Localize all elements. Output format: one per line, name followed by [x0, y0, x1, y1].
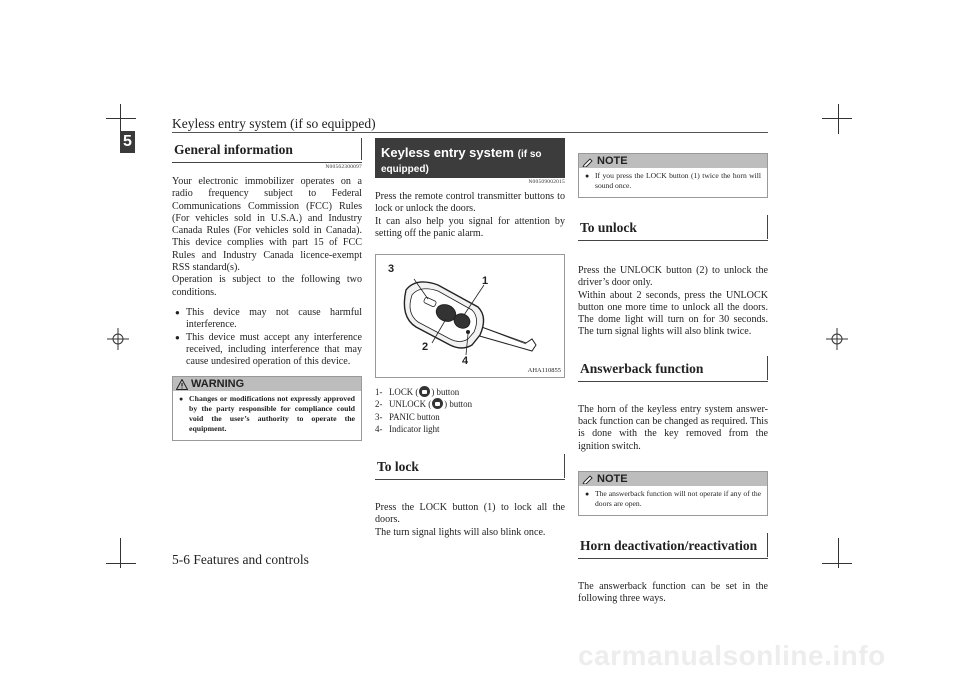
paragraph-answerback: The horn of the keyless entry system answer-back function can be changed as required. This is done with the key removed from the ignition switch.: [578, 403, 768, 452]
section-title-to-unlock: To unlock: [578, 216, 768, 241]
paragraph-to-lock: Press the LOCK button (1) to lock all the doors.: [375, 502, 565, 526]
note-header: [579, 472, 767, 486]
column-3: [578, 153, 768, 606]
legend-number: 4-: [375, 423, 383, 434]
legend-item: [375, 423, 565, 435]
figure-legend: [375, 386, 565, 435]
section-code: N00562300097: [325, 164, 362, 170]
warning-triangle-icon: [176, 379, 188, 390]
registration-mark-right-icon: [826, 328, 848, 350]
section-title-keyless-entry: [375, 138, 565, 178]
warning-label: WARNING: [191, 378, 245, 391]
note-body: [579, 168, 767, 197]
note-text: ● The answerback function will not operate if any of the doors are open.: [585, 489, 761, 509]
title-bracket: [361, 138, 362, 160]
note-label: NOTE: [597, 472, 628, 485]
list-item: ● This device may not cause harmful interference.: [172, 307, 362, 332]
crop-mark-top-left-h: [106, 118, 136, 119]
section-title-text: General information: [174, 142, 293, 157]
column-2: [375, 138, 565, 539]
page-footer: 5-6 Features and controls: [172, 552, 309, 567]
note-pencil-icon: [582, 156, 594, 167]
warning-box: [172, 376, 362, 441]
note-text: ● If you press the LOCK button (1) twice the horn will sound once.: [585, 171, 761, 191]
paragraph-horn: The answerback function can be set in the following three ways.: [578, 580, 768, 605]
crop-mark-top-right-v: [838, 104, 839, 134]
legend-text: LOCK (: [389, 387, 419, 398]
section-title-horn-deactivation: Horn deactivation/reactivation: [578, 534, 768, 559]
section-title-to-lock: To lock: [375, 455, 565, 480]
callout-1: 1: [482, 275, 489, 288]
lock-icon: [419, 386, 430, 397]
key-figure: [375, 254, 565, 378]
callout-3: 3: [388, 263, 395, 276]
watermark-text: carmanualsonline.info: [578, 640, 886, 671]
section-title-text: Keyless entry system: [381, 145, 514, 160]
legend-item: [375, 398, 565, 410]
legend-item: [375, 411, 565, 423]
paragraph-to-lock-blink: The turn signal lights will also blink once.: [375, 526, 546, 538]
paragraph-unlock-all: Within about 2 seconds, press the UNLOCK button one more time to unlock all the doors. The dome light will turn on for 30 seconds. The turn signal lights will also blink twice.: [578, 289, 768, 338]
chapter-tab: 5: [120, 131, 135, 153]
legend-number: 3-: [375, 411, 383, 422]
paragraph-panic: It can also help you signal for attention by setting off the panic alarm.: [375, 215, 565, 239]
list-item: ● This device must accept any interference received, including interference that may cause undesired operation of this device.: [172, 332, 362, 369]
paragraph-unlock-driver: Press the UNLOCK button (2) to unlock the driver’s door only.: [578, 265, 768, 289]
legend-number: 1-: [375, 387, 383, 398]
note-box-lock-twice: [578, 153, 768, 198]
callout-2: 2: [422, 341, 429, 354]
condition-list: [172, 307, 362, 368]
crop-mark-top-left-v: [120, 104, 121, 134]
legend-number: 2-: [375, 399, 383, 410]
paragraph-conditions: Operation is subject to the following two conditions.: [172, 274, 362, 298]
warning-text: ● Changes or modifications not expressly approved by the party responsible for compliance could void the user’s authority to operate the equipment.: [179, 394, 355, 434]
legend-text-suffix: ) button: [431, 387, 460, 398]
header-rule: [172, 132, 768, 133]
section-code: N00509002015: [528, 179, 565, 185]
section-title-general-information: [172, 138, 362, 163]
legend-text: UNLOCK (: [389, 399, 432, 410]
paragraph-intro: Press the remote control transmitter buttons to lock or unlock the doors.: [375, 191, 565, 215]
note-pencil-icon: [582, 473, 594, 484]
callout-4: 4: [462, 355, 469, 368]
remote-key-illustration: [376, 255, 564, 377]
unlock-icon: [432, 398, 443, 409]
section-title-answerback: Answerback function: [578, 357, 768, 382]
column-1: [172, 138, 362, 441]
figure-code: AHA110855: [527, 367, 561, 375]
legend-text-suffix: ) button: [444, 399, 473, 410]
warning-body: [173, 391, 361, 440]
section-title-suffix: (if so equipped): [381, 149, 542, 175]
note-header: [579, 154, 767, 168]
note-body: [579, 486, 767, 515]
legend-item: [375, 386, 565, 398]
crop-mark-bottom-left-h: [106, 563, 136, 564]
crop-mark-top-right-h: [822, 118, 852, 119]
note-box-doors-open: [578, 471, 768, 516]
paragraph-fcc: Your electronic immobilizer operates on a radio frequency subject to Federal Communications Commission (FCC) Rules (For vehicles sold in U.S.A.) and Industry Canada Rules (For vehicles sold in Canada). This device complies with part 15 of FCC Rules and Industry Canada licence-exempt RSS standard(s).: [172, 176, 362, 274]
note-label: NOTE: [597, 155, 628, 167]
crop-mark-bottom-right-h: [822, 563, 852, 564]
legend-text: PANIC button: [389, 411, 440, 422]
warning-header: [173, 377, 361, 391]
registration-mark-left-icon: [107, 328, 129, 350]
page-header-title: Keyless entry system (if so equipped): [172, 116, 376, 131]
legend-text: Indicator light: [389, 423, 440, 434]
